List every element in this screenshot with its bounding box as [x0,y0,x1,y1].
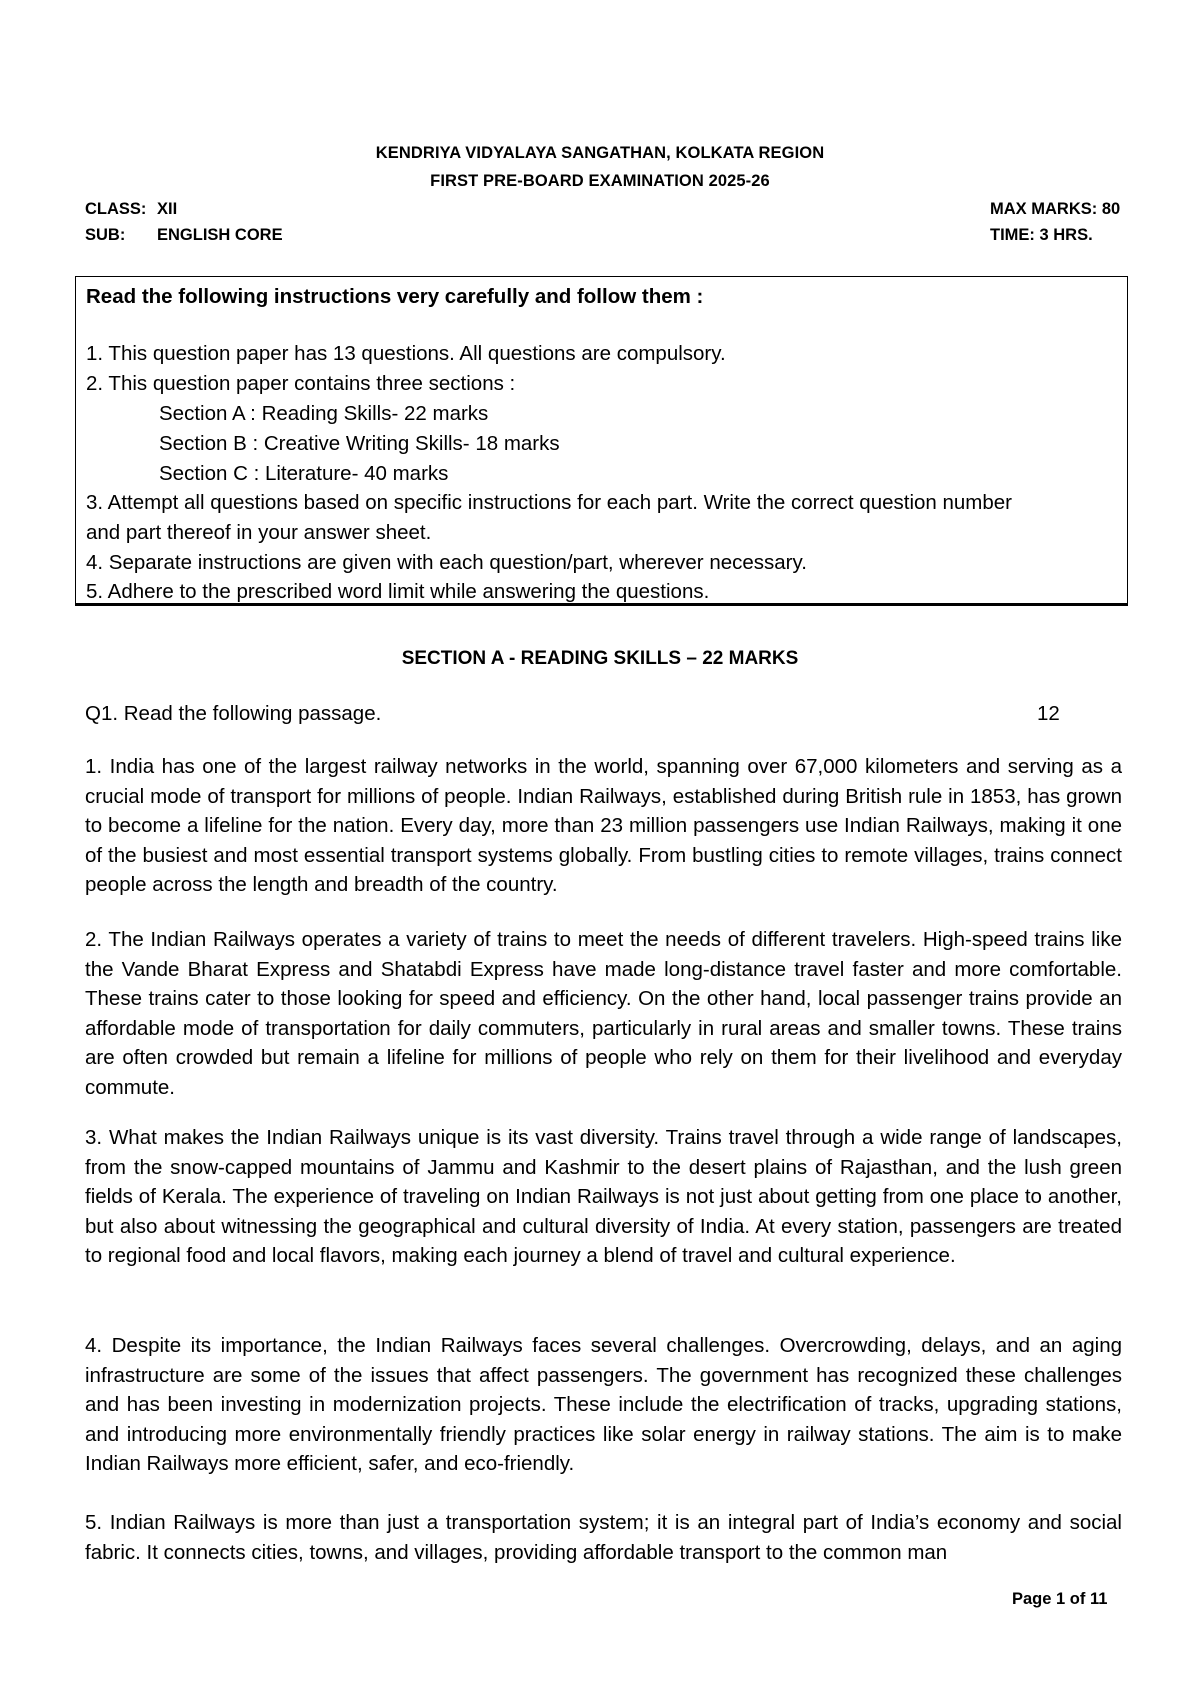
org-title: KENDRIYA VIDYALAYA SANGATHAN, KOLKATA REGION [375,144,825,162]
instruction-line: Section C : Literature- 40 marks [159,462,449,485]
class-label: CLASS: [85,200,147,218]
max-marks: MAX MARKS: 80 [990,200,1121,218]
passage-paragraph: 3. What makes the Indian Railways unique is its vast diversity. Trains travel through a wide range of landscapes, from the snow-capped mountains of Jammu and Kashmir to the desert plains of Rajasthan, and the lush green fields of Kerala. The experience of traveling on Indian Railways is not just about getting from one place to another, but also about witnessing the geographical and cultural diversity of India. At every station, passengers are treated to regional food and local flavors, making each journey a blend of travel and cultural experience. [85,1126,1122,1267]
section-heading: SECTION A - READING SKILLS – 22 MARKS [401,648,799,669]
exam-title: FIRST PRE-BOARD EXAMINATION 2025-26 [430,172,770,190]
subject-label: SUB: [85,226,126,244]
instructions-box [75,276,1128,606]
passage-paragraph: 2. The Indian Railways operates a variety of trains to meet the needs of different travelers. High-speed trains like the Vande Bharat Express and Shatabdi Express have made long-distance travel faster and more comfortable. These trains cater to those looking for speed and efficiency. On the other hand, local passenger trains provide an affordable mode of transportation for daily commuters, particularly in rural areas and smaller towns. These trains are often crowded but remain a lifeline for millions of people who rely on them for their livelihood and everyday commute. [85,928,1122,1099]
instruction-line: 2. This question paper contains three sections : [86,372,516,395]
instruction-line: 4. Separate instructions are given with each question/part, wherever necessary. [86,551,807,574]
passage-paragraph: 1. India has one of the largest railway networks in the world, spanning over 67,000 kilometers and serving as a crucial mode of transport for millions of people. Indian Railways, established during British rule in 1853, has grown to become a lifeline for the nation. Every day, more than 23 million passengers use Indian Railways, making it one of the busiest and most essential transport systems globally. From bustling cities to remote villages, trains connect people across the length and breadth of the country. [85,755,1122,896]
passage-paragraph: 5. Indian Railways is more than just a transportation system; it is an integral part of India’s economy and social fabric. It connects cities, towns, and villages, providing affordable transport to the common man [85,1511,1122,1564]
instruction-line: and part thereof in your answer sheet. [86,521,432,544]
page-number: Page 1 of 11 [1012,1590,1108,1608]
instruction-line: 1. This question paper has 13 questions. All questions are compulsory. [86,342,726,365]
instruction-line: Section B : Creative Writing Skills- 18 marks [159,432,560,455]
instruction-line: Section A : Reading Skills- 22 marks [159,402,489,425]
class-value: XII [157,200,178,218]
subject-value: ENGLISH CORE [157,226,283,244]
passage-paragraph: 4. Despite its importance, the Indian Railways faces several challenges. Overcrowding, delays, and an aging infrastructure are some of the issues that affect passengers. The government has recognized these challenges and has been investing in modernization projects. These include the electrification of tracks, upgrading stations, and introducing more environmentally friendly practices like solar energy in railway stations. The aim is to make Indian Railways more efficient, safer, and eco-friendly. [85,1334,1122,1475]
instruction-line: 3. Attempt all questions based on specific instructions for each part. Write the correct question number [86,491,1013,514]
question-label: Q1. Read the following passage. [85,702,382,725]
class-line [85,200,177,219]
question-marks: 12 [1037,702,1060,725]
instructions-heading: Read the following instructions very carefully and follow them : [86,285,704,308]
time-allowed: TIME: 3 HRS. [990,226,1093,244]
subject-line [85,226,283,245]
instruction-line: 5. Adhere to the prescribed word limit while answering the questions. [86,580,710,603]
